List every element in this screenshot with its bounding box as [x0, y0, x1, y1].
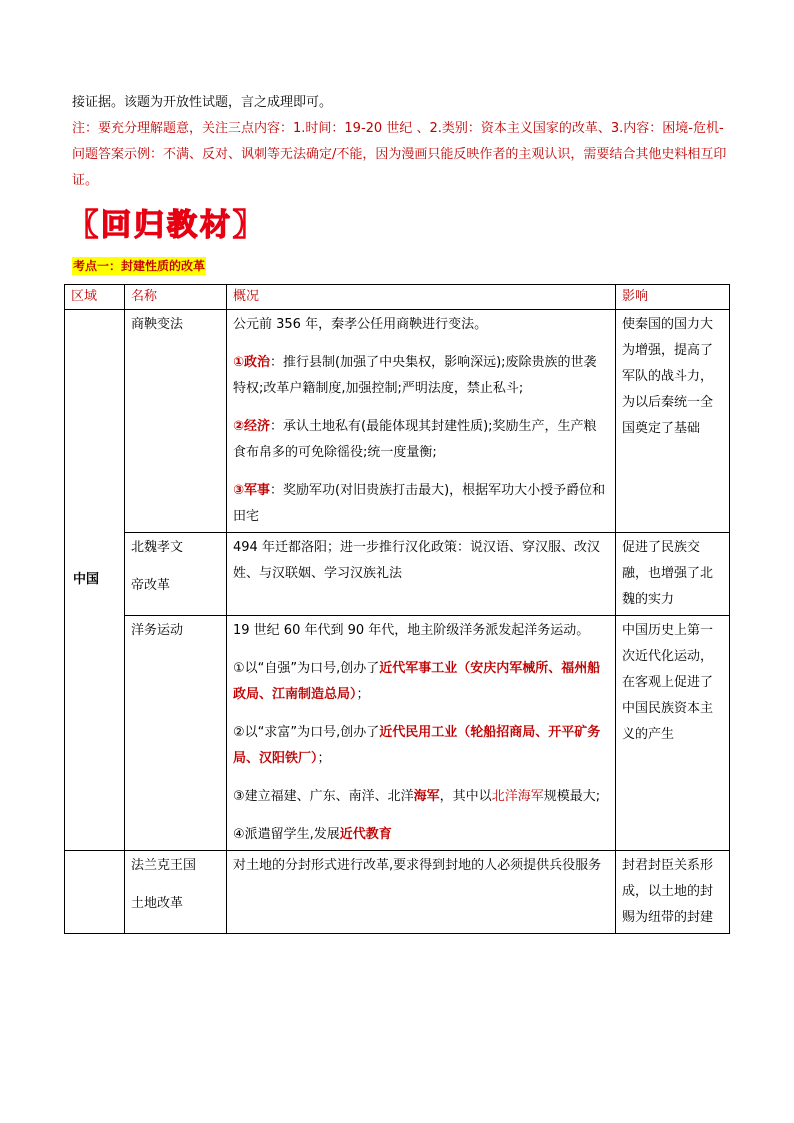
header-name: 名称	[125, 285, 227, 310]
reform-overview: 对土地的分封形式进行改革,要求得到封地的人必须提供兵役服务	[227, 851, 616, 934]
section-title: 【回归教材】	[68, 208, 266, 243]
reform-overview: 公元前 356 年，秦孝公任用商鞅进行变法。 ①政治：推行县制(加强了中央集权，影响深远);废除贵族的世袭特权;改革户籍制度,加强控制;严明法度，禁止私斗; ②经济：承认土地私有(最能体现其封建性质);奖励生产，生产粮食布帛多的可免除徭役;统一度量衡; ③军事：奖励军功(对旧贵族打击最大)，根据军功大小授予爵位和田宅	[227, 310, 616, 533]
table-row	[65, 533, 730, 616]
region-china: 中国	[65, 310, 125, 851]
reform-impact: 封君封臣关系形成，以土地的封赐为纽带的封建	[616, 851, 730, 934]
reform-name: 法兰克王国 土地改革	[125, 851, 227, 934]
reform-impact: 促进了民族交融，也增强了北魏的实力	[616, 533, 730, 616]
table-row	[65, 616, 730, 851]
region-empty	[65, 851, 125, 934]
reform-name: 洋务运动	[125, 616, 227, 851]
header-impact: 影响	[616, 285, 730, 310]
table-header-row	[65, 285, 730, 310]
reform-name: 北魏孝文 帝改革	[125, 533, 227, 616]
header-region: 区域	[65, 285, 125, 310]
reform-table	[64, 284, 730, 934]
intro-text	[72, 90, 732, 194]
reform-overview: 19 世纪 60 年代到 90 年代，地主阶级洋务派发起洋务运动。 ①以“自强”为口号,创办了近代军事工业（安庆内军械所、福州船政局、江南制造总局）； ②以“求富”为口号,创办了近代民用工业（轮船招商局、开平矿务局、汉阳铁厂）； ③建立福建、广东、南洋、北洋海军，其中以北洋海军规模最大; ④派遣留学生,发展近代教育	[227, 616, 616, 851]
kaodian-label: 考点一：封建性质的改革	[73, 259, 206, 273]
reform-overview: 494 年迁都洛阳；进一步推行汉化政策：说汉语、穿汉服、改汉姓、与汉联姻、学习汉族礼法	[227, 533, 616, 616]
table-row	[65, 851, 730, 934]
intro-line: 接证据。该题为开放性试题，言之成理即可。	[72, 95, 333, 110]
reform-name: 商鞅变法	[125, 310, 227, 533]
note-paragraph: 注：要充分理解题意，关注三点内容：1.时间：19-20 世纪 、2.类别：资本主义国家的改革、3.内容：困境-危机-问题答案示例：不满、反对、讽刺等无法确定/不能，因为漫画只能反映作者的主观认识，需要结合其他史料相互印证。	[72, 121, 727, 188]
reform-impact: 使秦国的国力大为增强，提高了军队的战斗力，为以后秦统一全国奠定了基础	[616, 310, 730, 533]
header-overview: 概况	[227, 285, 616, 310]
table-row	[65, 310, 730, 533]
reform-impact: 中国历史上第一次近代化运动，在客观上促进了中国民族资本主义的产生	[616, 616, 730, 851]
